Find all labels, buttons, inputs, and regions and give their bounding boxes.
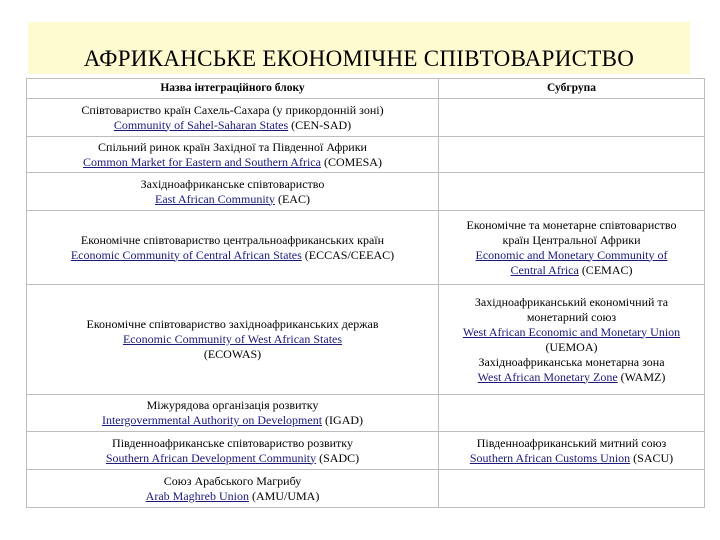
subgroup-cell (439, 137, 705, 173)
block-abbr: (ECOWAS) (203, 347, 262, 361)
block-link[interactable]: Common Market for Eastern and Southern Africa (83, 154, 321, 169)
table-row (27, 432, 705, 470)
block-cell (27, 173, 439, 211)
block-cell (27, 137, 439, 173)
block-cell (27, 432, 439, 470)
block-abbr: (CEN-SAD) (288, 117, 352, 132)
subgroup-name-ua: країн Центральної Африки (502, 232, 641, 247)
block-cell (27, 470, 439, 508)
block-cell (27, 211, 439, 285)
block-abbr: (EAC) (274, 191, 310, 206)
subgroup-name-ua: монетарний союз (526, 309, 617, 324)
block-name-ua: Південноафриканське співтовариство розвитку (112, 435, 353, 450)
block-link[interactable]: East African Community (155, 191, 275, 206)
table-row (27, 470, 705, 508)
block-name-ua: Співтовариство країн Сахель-Сахара (у прикордонній зоні) (81, 102, 384, 117)
table-row (27, 285, 705, 395)
title-band (28, 22, 690, 74)
communities-table (26, 78, 705, 508)
block-name-ua: Міжурядова організація розвитку (146, 398, 319, 412)
subgroup-name-ua: Південноафриканський митний союз (476, 435, 667, 450)
header-block-name: Назва інтеграційного блоку (27, 79, 439, 99)
block-link[interactable]: Intergovernmental Authority on Development (101, 413, 323, 427)
subgroup-link[interactable]: Central Africa (510, 262, 579, 277)
page-title: АФРИКАНСЬКЕ ЕКОНОМІЧНЕ СПІВТОВАРИСТВО (83, 46, 635, 71)
subgroup-abbr: (WAMZ) (617, 369, 666, 384)
block-name-ua: Західноафриканське співтовариство (140, 176, 325, 191)
subgroup-abbr: (UEMOA) (545, 339, 598, 354)
subgroup-cell (439, 173, 705, 211)
block-cell (27, 285, 439, 395)
subgroup-cell (439, 285, 705, 395)
block-name-ua: Союз Арабського Магрибу (163, 473, 302, 488)
table-row (27, 395, 705, 432)
subgroup-link[interactable]: Southern African Customs Union (469, 450, 631, 465)
subgroup-cell (439, 395, 705, 432)
header-subgroup: Субгрупа (439, 79, 705, 99)
block-abbr: (COMESA) (320, 154, 382, 169)
block-abbr: (AMU/UMA) (248, 488, 320, 503)
block-name-ua: Економічне співтовариство центральноафриканських країн (80, 232, 385, 247)
block-name-ua: Економічне співтовариство західноафриканських держав (86, 317, 379, 331)
subgroup-abbr: (SACU) (630, 450, 674, 465)
table-header-row (27, 79, 705, 99)
subgroup-name-ua: Західноафриканський економічний та (474, 294, 669, 309)
block-name-ua: Спільний ринок країн Західної та Південної Африки (98, 139, 367, 154)
subgroup-cell (439, 470, 705, 508)
subgroup-link[interactable]: West African Economic and Monetary Union (462, 324, 681, 339)
block-abbr: (SADC) (316, 450, 360, 465)
subgroup-name-ua: Західноафриканська монетарна зона (478, 354, 665, 369)
block-abbr: (ECCAS/CEEAC) (301, 247, 395, 262)
subgroup-cell (439, 211, 705, 285)
block-link[interactable]: Economic Community of West African States (122, 332, 343, 346)
block-cell (27, 99, 439, 137)
table-row (27, 99, 705, 137)
table-row (27, 173, 705, 211)
subgroup-abbr: (CEMAC) (578, 262, 633, 277)
block-abbr: (IGAD) (322, 413, 364, 427)
block-link[interactable]: Southern African Development Community (105, 450, 317, 465)
subgroup-link[interactable]: Economic and Monetary Community of (475, 247, 668, 262)
subgroup-name-ua: Економічне та монетарне співтовариство (466, 217, 677, 232)
table-row (27, 211, 705, 285)
subgroup-cell (439, 99, 705, 137)
table-row (27, 137, 705, 173)
block-link[interactable]: Economic Community of Central African States (70, 247, 302, 262)
block-link[interactable]: Community of Sahel-Saharan States (113, 117, 289, 132)
subgroup-link[interactable]: West African Monetary Zone (477, 369, 618, 384)
block-cell (27, 395, 439, 432)
block-link[interactable]: Arab Maghreb Union (145, 488, 249, 503)
subgroup-cell (439, 432, 705, 470)
